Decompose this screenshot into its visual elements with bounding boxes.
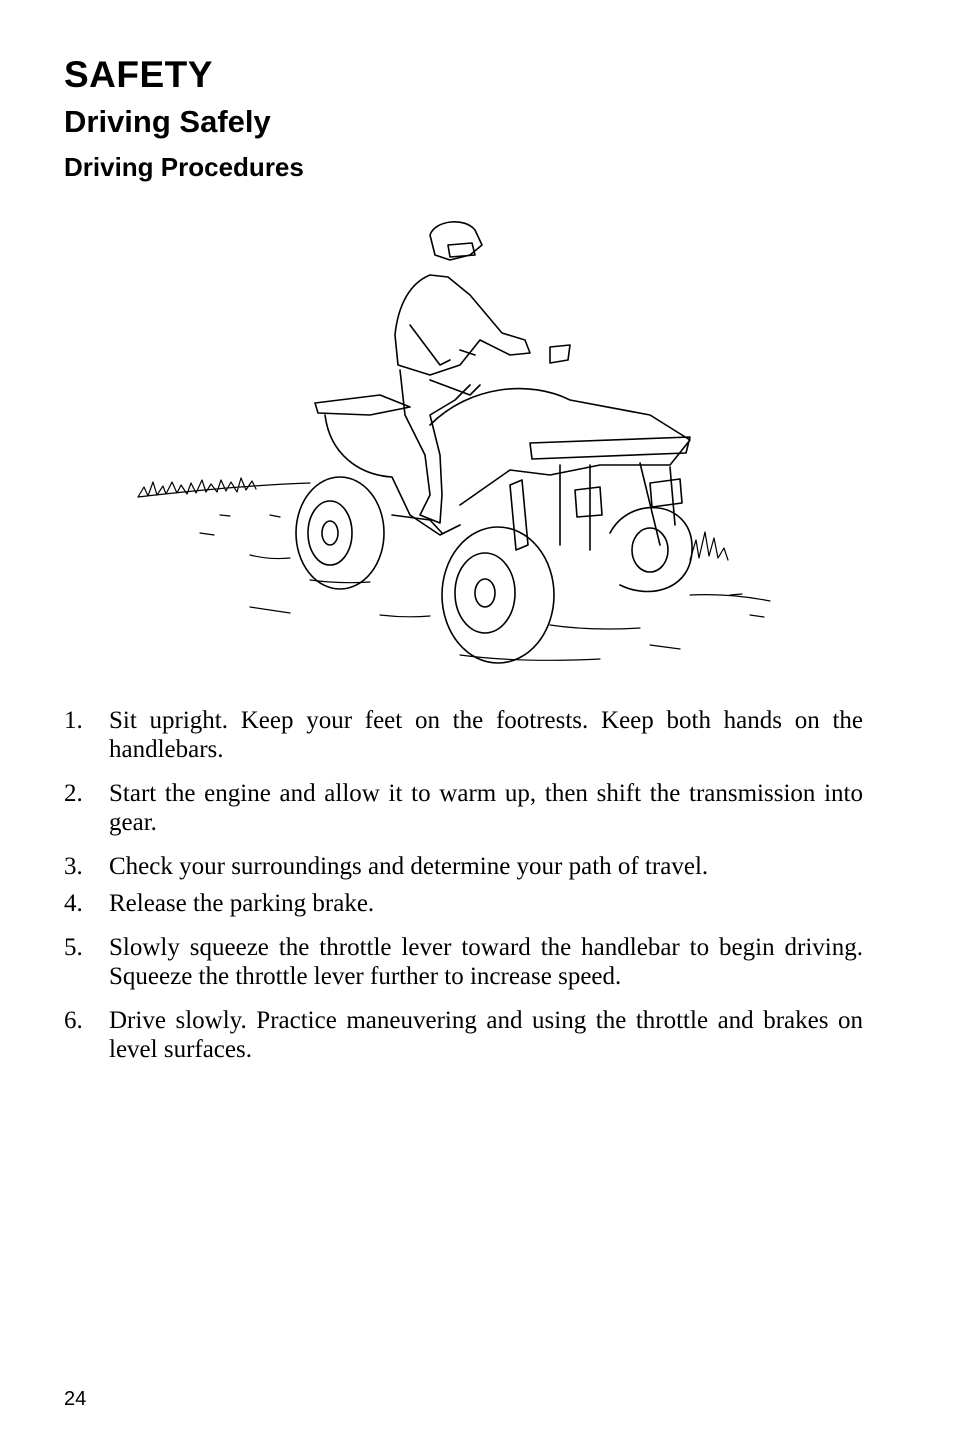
step-item xyxy=(64,853,863,882)
atv-body xyxy=(315,389,690,550)
step-text: Sit upright. Keep your feet on the footrests. Keep both hands on the handlebars. xyxy=(109,707,863,763)
front-wheel xyxy=(442,527,554,663)
step-text: Start the engine and allow it to warm up, then shift the transmission into gear. xyxy=(109,780,863,836)
atv-rider-illustration xyxy=(130,215,790,675)
step-item xyxy=(64,934,863,991)
step-number: 4. xyxy=(64,889,83,917)
ground-line xyxy=(138,478,770,660)
step-text: Drive slowly. Practice maneuvering and using the throttle and brakes on level surfaces. xyxy=(109,1007,863,1063)
step-number: 1. xyxy=(64,707,83,734)
rider xyxy=(395,222,570,523)
step-item xyxy=(64,890,863,919)
step-text: Release the parking brake. xyxy=(109,889,375,917)
section-title: SAFETY xyxy=(64,54,213,95)
page-subtitle: Driving Procedures xyxy=(64,152,304,182)
step-number: 3. xyxy=(64,853,83,880)
procedure-steps xyxy=(64,707,863,1080)
page-title: Driving Safely xyxy=(64,104,271,139)
page-number: 24 xyxy=(64,1388,87,1410)
rear-right-wheel xyxy=(610,508,692,592)
step-item xyxy=(64,780,863,837)
step-number: 5. xyxy=(64,934,83,961)
step-text: Slowly squeeze the throttle lever toward the handlebar to begin driving. Squeeze the throttle lever further to increase speed. xyxy=(109,934,863,990)
step-number: 2. xyxy=(64,780,83,807)
rear-wheel xyxy=(296,477,384,589)
step-item xyxy=(64,1007,863,1064)
step-text: Check your surroundings and determine your path of travel. xyxy=(109,853,709,880)
step-item xyxy=(64,707,863,764)
step-number: 6. xyxy=(64,1007,83,1034)
